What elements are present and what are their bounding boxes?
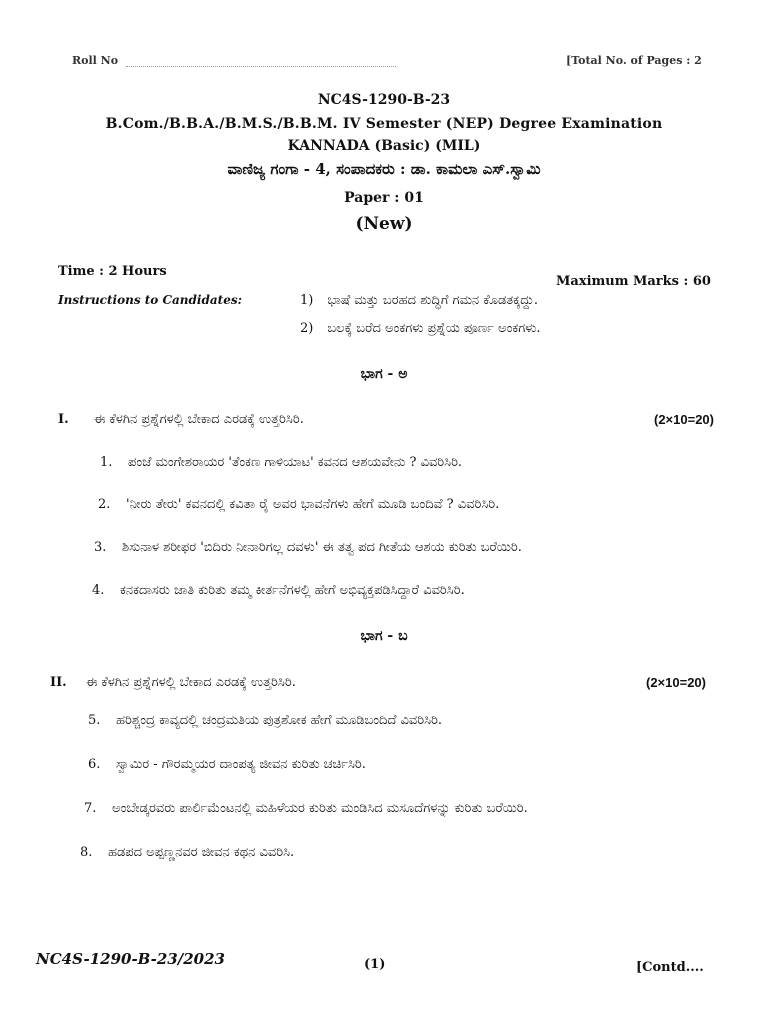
question-number: 3.	[94, 540, 107, 555]
instruction-text: ಬಲಕ್ಕೆ ಬರೆದ ಅಂಕಗಳು ಪ್ರಶ್ನೆಯ ಪೂರ್ಣ ಅಂಕಗಳು.	[327, 321, 541, 336]
new-label: (New)	[355, 214, 413, 234]
section-instruction-text: ಈ ಕೆಳಗಿನ ಪ್ರಶ್ನೆಗಳಲ್ಲಿ ಬೇಕಾದ ಎರಡಕ್ಕೆ ಉತ್ತರಿಸಿರಿ.	[86, 675, 296, 690]
paper-code-title: NC4S-1290-B-23	[317, 92, 451, 108]
section-marks: (2×10=20)	[654, 412, 714, 427]
total-pages-label: [Total No. of Pages : 2	[566, 54, 702, 67]
question-number: 5.	[88, 713, 101, 728]
question-6	[88, 757, 366, 772]
question-4	[92, 583, 465, 598]
paper-number: Paper : 01	[344, 190, 424, 206]
instruction-1	[300, 293, 538, 308]
section-roman-numeral: II.	[50, 675, 67, 690]
instruction-number: 1)	[300, 293, 314, 308]
kannada-subtitle: ವಾಣಿಜ್ಯ ಗಂಗಾ - 4, ಸಂಪಾದಕರು : ಡಾ. ಕಾಮಲಾ ಎಸ್.ಸ್ವಾಮಿ	[227, 160, 541, 178]
instruction-2	[300, 321, 541, 336]
instructions-label: Instructions to Candidates:	[58, 293, 243, 307]
question-text: ಹರಿಶ್ಚಂದ್ರ ಕಾವ್ಯದಲ್ಲಿ ಚಂದ್ರಮತಿಯ ಪುತ್ರಶೋಕ ಹೇಗೆ ಮೂಡಿಬಂದಿದೆ ವಿವರಿಸಿರಿ.	[116, 713, 442, 728]
instruction-text: ಭಾಷೆ ಮತ್ತು ಬರಹದ ಶುದ್ಧಿಗೆ ಗಮನ ಕೊಡತಕ್ಕದ್ದು.	[327, 293, 539, 308]
section-instruction-text: ಈ ಕೆಳಗಿನ ಪ್ರಶ್ನೆಗಳಲ್ಲಿ ಬೇಕಾದ ಎರಡಕ್ಕೆ ಉತ್ತರಿಸಿರಿ.	[94, 412, 304, 427]
question-1	[100, 455, 462, 470]
section-roman-numeral: I.	[58, 412, 69, 427]
instruction-number: 2)	[300, 321, 314, 336]
question-text: ಶಿಸುನಾಳ ಶರೀಫರ 'ಬಿದಿರು ನೀನಾರಿಗಲ್ಲ ದವಳು' ಈ ತತ್ವ ಪದ ಗೀತೆಯ ಆಶಯ ಕುರಿತು ಬರೆಯಿರಿ.	[122, 540, 522, 555]
section-a-heading: ಭಾಗ - ಅ	[360, 366, 408, 382]
question-text: ಸ್ವಾಮಿರ - ಗೌರಮ್ಮಯರ ದಾಂಪತ್ಯ ಜೀವನ ಕುರಿತು ಚರ್ಚಿಸಿರಿ.	[116, 757, 366, 772]
question-7	[84, 801, 528, 816]
question-text: 'ನೀರು ತೇರು' ಕವನದಲ್ಲಿ ಕವಿತಾ ರೈ ಅವರ ಭಾವನೆಗಳು ಹೇಗೆ ಮೂಡಿ ಬಂದಿವೆ ? ವಿವರಿಸಿರಿ.	[126, 497, 500, 512]
question-text: ಹಡಪದ ಅಪ್ಪಣ್ಣನವರ ಜೀವನ ಕಥನ ವಿವರಿಸಿ.	[108, 845, 295, 860]
section-b-heading: ಭಾಗ - ಬ	[360, 628, 408, 644]
question-number: 4.	[92, 583, 105, 598]
question-text: ಕನಕದಾಸರು ಜಾತಿ ಕುರಿತು ತಮ್ಮ ಕೀರ್ತನೆಗಳಲ್ಲಿ ಹೇಗೆ ಅಭಿವ್ಯಕ್ತಪಡಿಸಿದ್ದಾರೆ ವಿವರಿಸಿರಿ.	[120, 583, 465, 598]
question-number: 6.	[88, 757, 101, 772]
question-text: ಪಂಜೆ ಮಂಗೇಶರಾಯರ 'ತೆಂಕಣ ಗಾಳಿಯಾಟ' ಕವನದ ಆಶಯವೇನು ? ವಿವರಿಸಿರಿ.	[128, 455, 463, 470]
continued-label: [Contd....	[636, 960, 704, 975]
section-a-instruction	[58, 412, 714, 427]
exam-title: B.Com./B.B.A./B.M.S./B.B.M. IV Semester (NEP) Degree Examination	[105, 116, 663, 132]
question-8	[80, 845, 294, 860]
question-text: ಅಂಬೇಡ್ಕರವರು ಪಾರ್ಲಿಮೆಂಟನಲ್ಲಿ ಮಹಿಳೆಯರ ಕುರಿತು ಮಂಡಿಸಿದ ಮಸೂದೆಗಳನ್ನು ಕುರಿತು ಬರೆಯಿರಿ.	[112, 801, 528, 816]
time-label: Time : 2 Hours	[58, 264, 167, 279]
section-b-instruction	[50, 675, 706, 690]
question-number: 2.	[98, 497, 111, 512]
question-number: 7.	[84, 801, 97, 816]
footer-paper-code: NC4S-1290-B-23/2023	[36, 950, 225, 968]
roll-no-label: Roll No	[72, 54, 119, 67]
question-2	[98, 497, 499, 512]
question-number: 8.	[80, 845, 93, 860]
question-5	[88, 713, 442, 728]
subject-title: KANNADA (Basic) (MIL)	[287, 138, 481, 154]
roll-no-line	[126, 66, 396, 67]
section-marks: (2×10=20)	[646, 675, 706, 690]
question-3	[94, 540, 522, 555]
page-number: (1)	[364, 957, 386, 972]
max-marks-label: Maximum Marks : 60	[556, 274, 711, 289]
question-number: 1.	[100, 455, 113, 470]
